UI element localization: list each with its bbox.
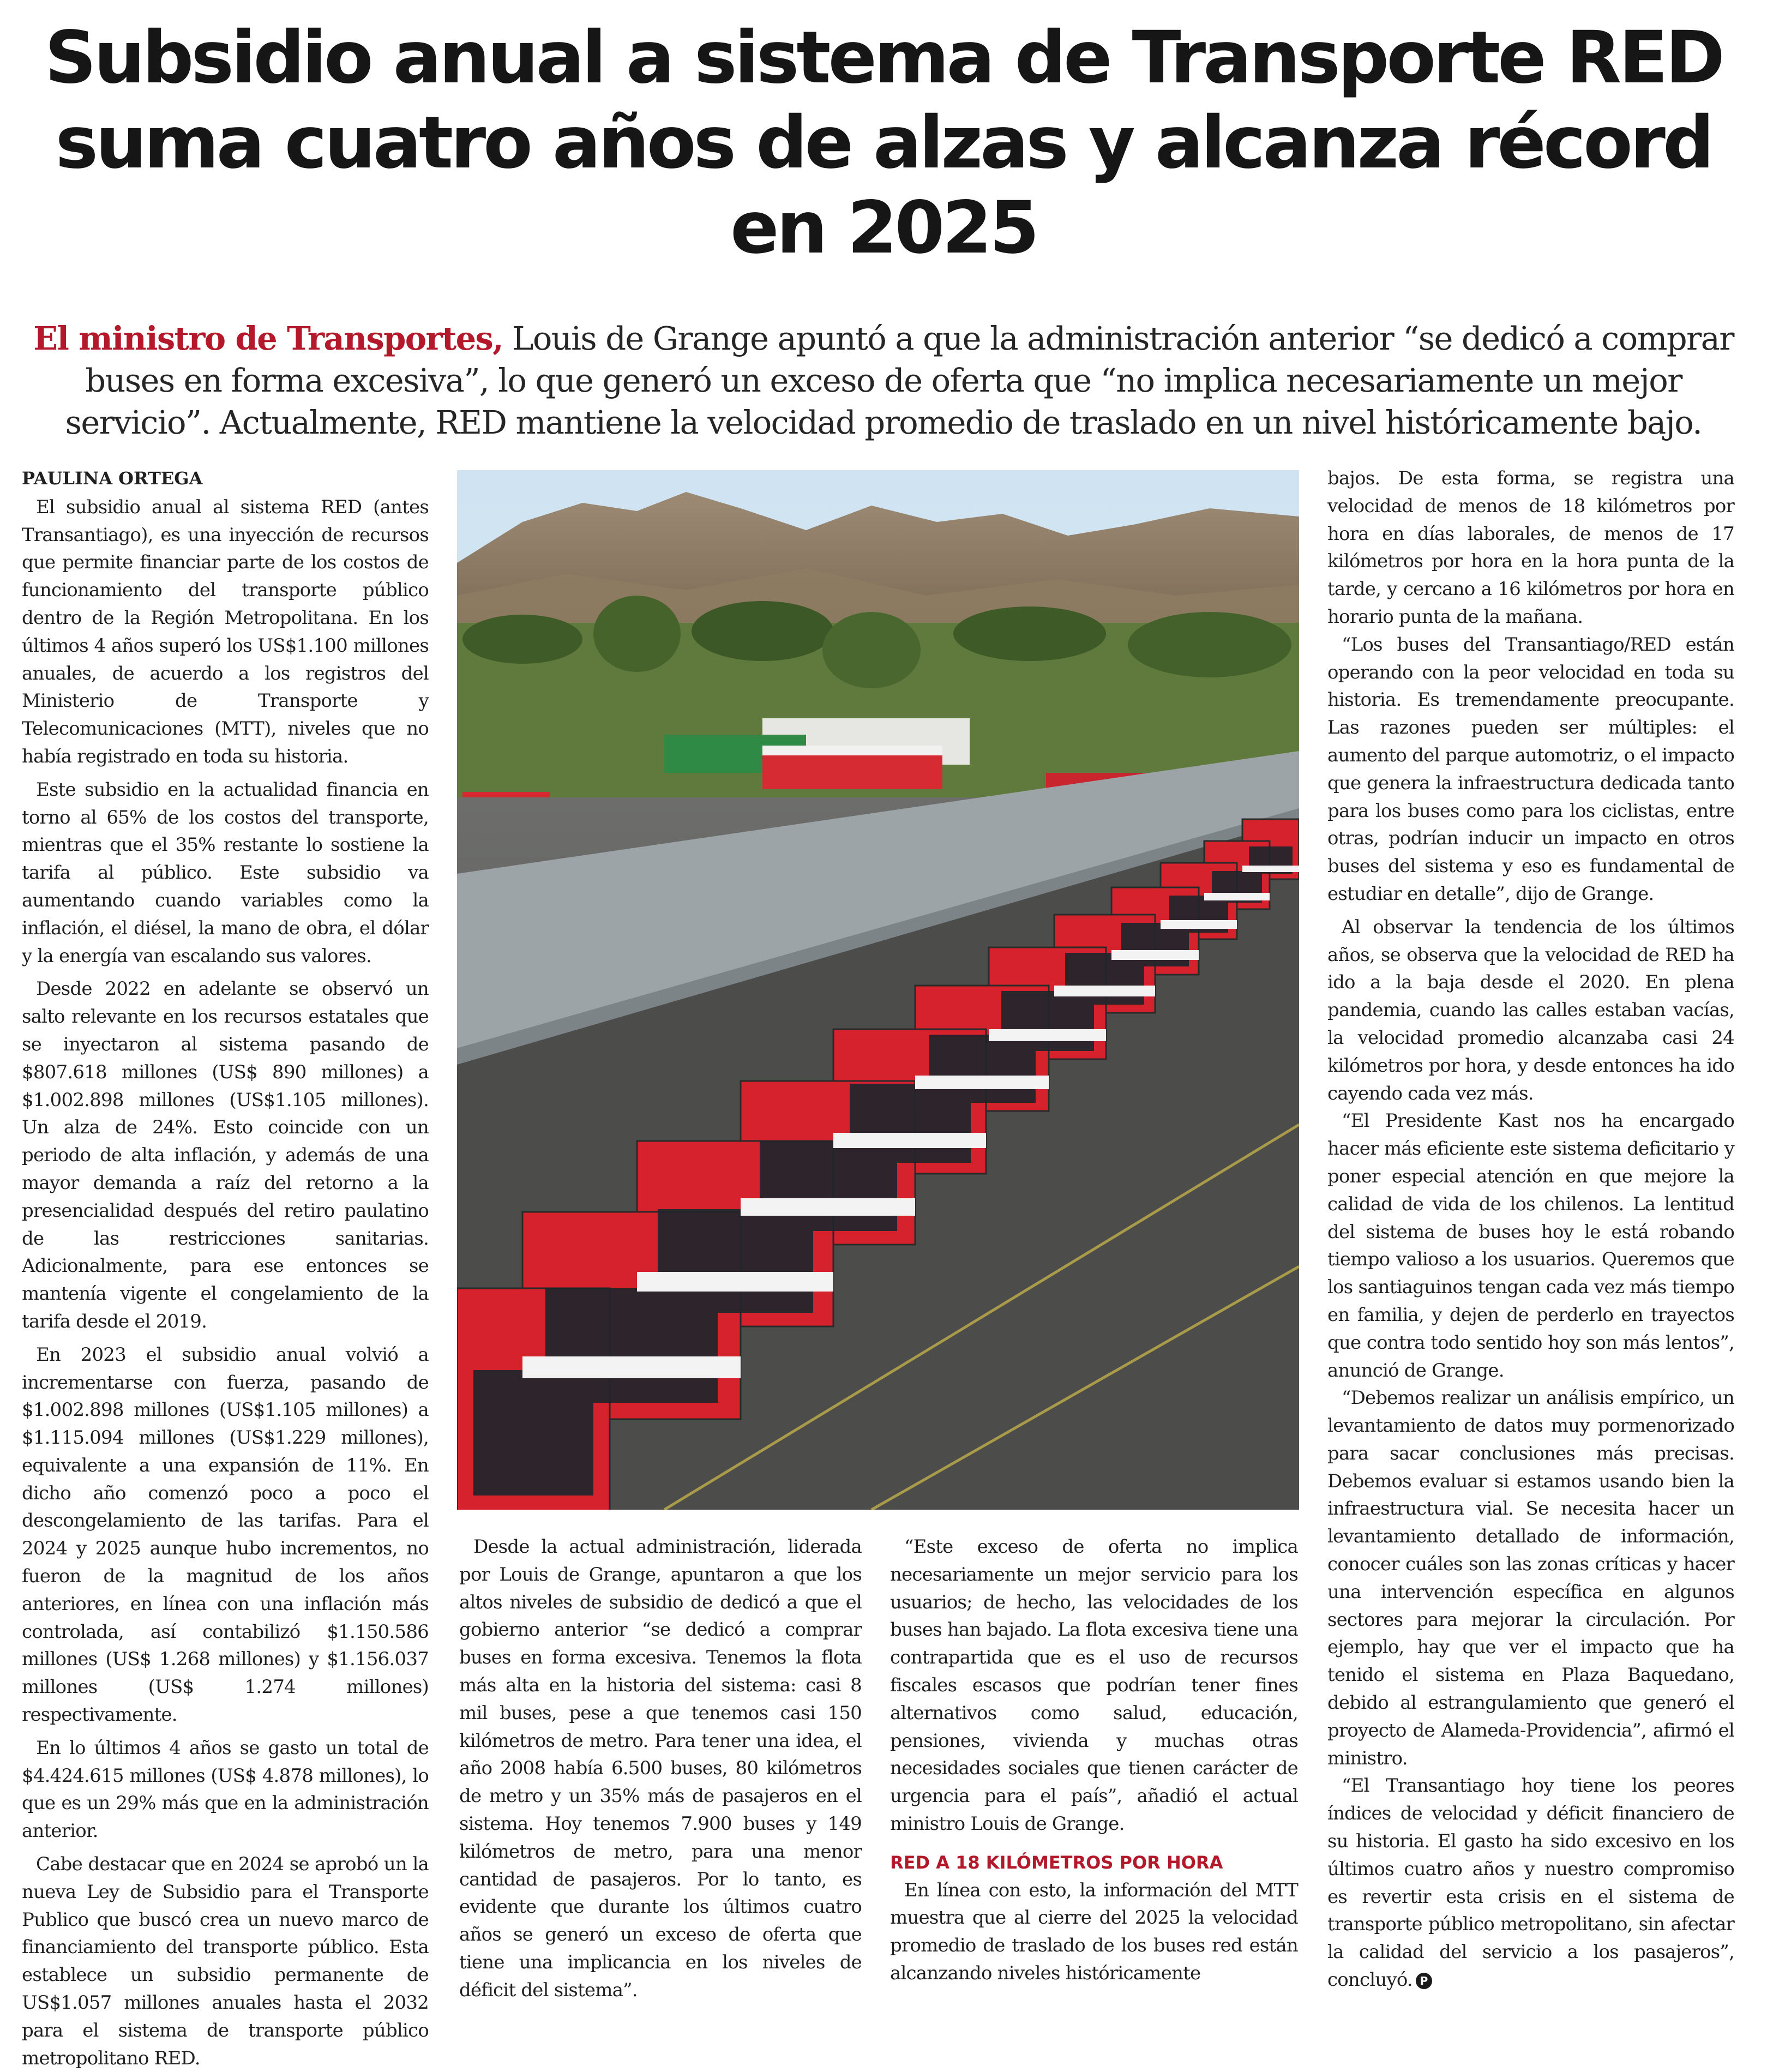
deck-lead: El ministro de Transportes,	[33, 320, 503, 357]
paragraph: “Este exceso de oferta no implica necesariamente un mejor servicio para los usuarios; de hecho, las velocidades de los buses han bajado. La flota excesiva tiene una contrapartida que es el uso de recursos fiscales escasos que podrían tener fines alternativos como salud, educación, pensiones, vivienda y muchas otras necesidades sociales que tienen carácter de urgencia para el país”, añadió el actual ministro Louis de Grange.	[890, 1536, 1298, 1835]
paragraph: Cabe destacar que en 2024 se aprobó un la nueva Ley de Subsidio para el Transporte Publico que buscó crea un nuevo marco de financiamiento del transporte público. Esta establece un subsidio permanente de US$1.057 millones anuales hasta el 2032 para el sistema de transporte público metropolitano RED.	[22, 1853, 429, 2069]
column-4	[1327, 465, 1734, 1994]
closing-text: “El Transantiago hoy tiene los peores índices de velocidad y déficit financiero de su historia. El gasto ha sido excesivo en los últimos cuatro años y nuestro compromiso es revertir esta crisis en el sistema de transporte público metropolitano, sin afectar la calidad del servicio a los pasajeros”, concluyó.	[1327, 1775, 1734, 1991]
paragraph: “El Presidente Kast nos ha encargado hacer más eficiente este sistema deficitario y poner especial atención en que mejore la calidad de vida de los chilenos. La lentitud del sistema de buses hoy le está robando tiempo valioso a los usuarios. Queremos que los santiaguinos tengan cada vez más tiempo en familia, y dejen de perderlo en trayectos que contra todo sentido hoy son más lentos”, anunció de Grange.	[1327, 1110, 1734, 1382]
headline: Subsidio anual a sistema de Transporte RED suma cuatro años de alzas y alcanza récord en 2025	[44, 16, 1723, 270]
column-2	[459, 1533, 862, 2004]
end-mark-icon: P	[1416, 1973, 1432, 1989]
section-subhead: RED A 18 KILÓMETROS POR HORA	[890, 1852, 1223, 1873]
paragraph: En lo últimos 4 años se gasto un total de $4.424.615 millones (US$ 4.878 millones), lo que es un 29% más que en la administración anterior.	[22, 1737, 429, 1842]
paragraph	[1327, 1772, 1734, 1993]
paragraph: En línea con esto, la información del MTT muestra que al cierre del 2025 la velocidad promedio de traslado de los buses red están alcanzando niveles históricamente	[890, 1879, 1298, 1984]
paragraph: bajos. De esta forma, se registra una velocidad de menos de 18 kilómetros por hora en días laborales, de menos de 17 kilómetros por hora en la hora punta de la tarde, y cercano a 16 kilómetros por hora en horario punta de la mañana.	[1327, 467, 1734, 628]
paragraph: Desde la actual administración, liderada por Louis de Grange, apuntaron a que los altos niveles de subsidio de dedicó a que el gobierno anterior “se dedicó a comprar buses en forma excesiva. Tenemos la flota más alta en la historia del sistema: casi 8 mil buses, pese a que tenemos casi 150 kilómetros de metro. Para tener una idea, el año 2008 había 6.500 buses, 80 kilómetros de metro y un 35% más de pasajeros en el sistema. Hoy tenemos 7.900 buses y 149 kilómetros de metro, para una menor cantidad de pasajeros. Por lo tanto, es evidente que durante los últimos cuatro años se generó un exceso de oferta que tiene una implicancia en los niveles de déficit del sistema”.	[459, 1536, 862, 2001]
byline: PAULINA ORTEGA	[22, 468, 203, 489]
bus-depot-photo	[457, 470, 1299, 1510]
paragraph: “Los buses del Transantiago/RED están operando con la peor velocidad en toda su historia. Es tremendamente preocupante. Las razones pueden ser múltiples: el aumento del parque automotriz, o el impacto que genera la infraestructura dedicada tanto para los buses como para los ciclistas, entre otras, podrían inducir un impacto en otros buses del sistema y eso es fundamental de estudiar en detalle”, dijo de Grange.	[1327, 633, 1734, 905]
paragraph: Al observar la tendencia de los últimos años, se observa que la velocidad de RED ha ido a la baja desde el 2020. En plena pandemia, cuando las calles estaban vacías, la velocidad promedio alcanzaba casi 24 kilómetros por hora, y desde entonces ha ido cayendo cada vez más.	[1327, 916, 1734, 1104]
deck-text: Louis de Grange apuntó a que la administración anterior “se dedicó a comprar buses en forma excesiva”, lo que generó un exceso de oferta que “no implica necesariamente un mejor servicio”. Actualmente, RED mantiene la velocidad promedio de traslado en un nivel históricamente bajo.	[65, 320, 1734, 441]
paragraph: En 2023 el subsidio anual volvió a incrementarse con fuerza, pasando de $1.002.898 millones (US$1.105 millones) a $1.115.094 millones (US$1.229 millones), equivalente a una expansión de 11%. En dicho año comenzó poco a poco el descongelamiento de las tarifas. Para el 2024 y 2025 aunque hubo incrementos, no fueron de la magnitud de los años anteriores, en línea con una inflación más controlada, así contabilizó $1.150.586 millones (US$ 1.268 millones) y $1.156.037 millones (US$ 1.274 millones) respectivamente.	[22, 1343, 429, 1726]
paragraph: El subsidio anual al sistema RED (antes Transantiago), es una inyección de recursos que permite financiar parte de los costos de funcionamiento del transporte público dentro de la Región Metropolitana. En los últimos 4 años superó los US$1.100 millones anuales, de acuerdo a los registros del Ministerio de Transporte y Telecomunicaciones (MTT), niveles que no había registrado en toda su historia.	[22, 496, 429, 767]
column-3	[890, 1533, 1298, 1987]
column-1	[22, 465, 429, 2072]
paragraph: Este subsidio en la actualidad financia en torno al 65% de los costos del transporte, mientras que el 35% restante lo sostiene la tarifa al público. Este subsidio va aumentando cuando variables como la inflación, el diésel, la mano de obra, el dólar y la energía van escalando sus valores.	[22, 778, 429, 967]
paragraph: Desde 2022 en adelante se observó un salto relevante en los recursos estatales que se inyectaron al sistema pasando de $807.618 millones (US$ 890 millones) a $1.002.898 millones (US$1.105 millones). Un alza de 24%. Esto coincide con un periodo de alta inflación, y además de una mayor demanda a raíz del retorno a la presencialidad después del retiro paulatino de las restricciones sanitarias. Adicionalmente, para ese entonces se mantenía vigente el congelamiento de la tarifa desde el 2019.	[22, 978, 429, 1332]
paragraph: “Debemos realizar un análisis empírico, un levantamiento de datos muy pormenorizado para sacar conclusiones más precisas. Debemos evaluar si estamos usando bien la infraestructura vial. Se necesita hacer un levantamiento detallado de información, conocer cuáles son las zonas críticas y hacer una intervención específica en algunos sectores para mejorar la circulación. Por ejemplo, hay que ver el impacto que ha tenido el sistema en Plaza Baquedano, debido al estrangulamiento que generó el proyecto de Alameda-Providencia”, afirmó el ministro.	[1327, 1387, 1734, 1769]
deck	[22, 317, 1745, 443]
